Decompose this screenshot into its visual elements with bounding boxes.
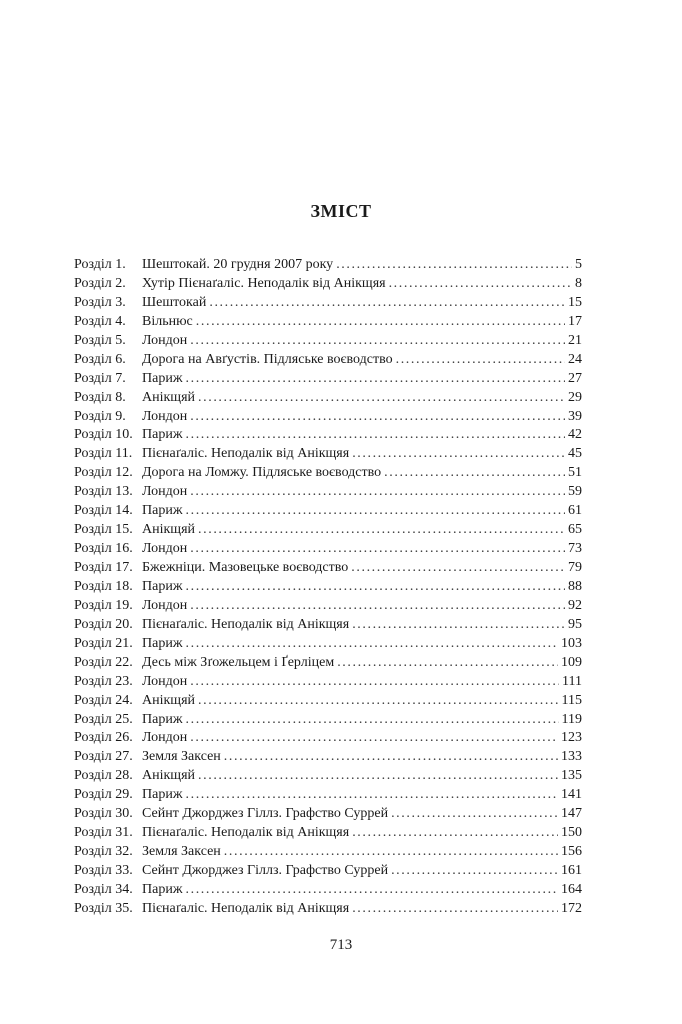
chapter-title: Париж	[142, 578, 183, 594]
chapter-label: Розділ 30.	[74, 806, 133, 822]
dot-leader	[337, 654, 558, 673]
chapter-label: Розділ 16.	[74, 541, 133, 557]
chapter-title: Париж	[142, 503, 183, 519]
chapter-label: Розділ 32.	[74, 844, 133, 860]
chapter-label: Розділ 5.	[74, 332, 126, 348]
toc-entry	[74, 540, 582, 559]
dot-leader	[198, 767, 558, 786]
dot-leader	[384, 464, 565, 483]
chapter-label: Розділ 17.	[74, 560, 133, 575]
chapter-label: Розділ 9.	[74, 408, 126, 424]
dot-leader	[352, 616, 565, 635]
chapter-label: Розділ 24.	[74, 692, 133, 708]
chapter-page-number: 8	[575, 275, 582, 291]
chapter-page-number: 51	[568, 465, 582, 481]
chapter-title: Анікщяй	[142, 768, 196, 784]
chapter-page-number: 65	[568, 522, 582, 538]
toc-entry	[74, 502, 582, 521]
dot-leader	[186, 502, 566, 521]
table-of-contents	[74, 256, 582, 919]
dot-leader	[186, 881, 559, 900]
chapter-label: Розділ 15.	[74, 522, 133, 538]
chapter-page-number: 109	[561, 654, 582, 670]
chapter-title: Земля Заксен	[142, 749, 221, 765]
chapter-title: Вільнюс	[142, 313, 193, 329]
toc-entry	[74, 559, 582, 578]
chapter-title: Париж	[142, 787, 183, 803]
chapter-page-number: 21	[568, 332, 582, 348]
chapter-label: Розділ 18.	[74, 578, 133, 594]
dot-leader	[336, 256, 572, 275]
toc-entry	[74, 275, 582, 294]
page-number: 713	[329, 937, 353, 953]
toc-entry	[74, 843, 582, 862]
chapter-label: Розділ 35.	[74, 900, 133, 916]
chapter-title: Лондон	[142, 597, 188, 613]
chapter-title: Париж	[142, 881, 183, 897]
chapter-label: Розділ 28.	[74, 768, 133, 784]
chapter-page-number: 39	[568, 408, 582, 424]
chapter-page-number: 17	[568, 313, 582, 329]
toc-entry	[74, 635, 582, 654]
chapter-title: Лондон	[142, 730, 188, 746]
dot-leader	[186, 711, 559, 730]
chapter-page-number: 29	[568, 389, 582, 405]
dot-leader	[351, 559, 565, 578]
toc-entry	[74, 294, 582, 313]
chapter-label: Розділ 3.	[74, 294, 126, 310]
dot-leader	[391, 805, 558, 824]
chapter-title: Бжежніци. Мазовецьке воєводство	[142, 560, 349, 575]
chapter-page-number: 59	[568, 484, 582, 500]
toc-entry	[74, 578, 582, 597]
toc-entry	[74, 445, 582, 464]
chapter-page-number: 103	[561, 635, 582, 651]
dot-leader	[209, 294, 565, 313]
toc-entry	[74, 332, 582, 351]
toc-entry	[74, 389, 582, 408]
chapter-title: Десь між Зґожельцем і Ґерліцем	[142, 654, 335, 670]
toc-entry	[74, 370, 582, 389]
chapter-page-number: 15	[568, 294, 582, 310]
page-title: ЗМІСТ	[310, 201, 372, 221]
toc-entry	[74, 408, 582, 427]
chapter-title: Лондон	[142, 332, 188, 348]
dot-leader	[198, 521, 565, 540]
chapter-title: Дорога на Ломжу. Підляське воєводство	[142, 465, 382, 481]
dot-leader	[190, 483, 565, 502]
chapter-label: Розділ 19.	[74, 597, 133, 613]
chapter-page-number: 27	[568, 370, 582, 386]
toc-entry	[74, 351, 582, 370]
toc-entry	[74, 729, 582, 748]
dot-leader	[198, 692, 559, 711]
dot-leader	[190, 408, 565, 427]
toc-entry	[74, 597, 582, 616]
chapter-label: Розділ 10.	[74, 427, 133, 443]
toc-entry	[74, 483, 582, 502]
dot-leader	[391, 862, 558, 881]
chapter-label: Розділ 1.	[74, 257, 126, 272]
toc-entry	[74, 900, 582, 919]
chapter-page-number: 79	[568, 560, 582, 575]
chapter-page-number: 133	[561, 749, 582, 765]
chapter-page-number: 141	[561, 787, 582, 803]
chapter-title: Дорога на Авґустів. Підляське воєводство	[142, 351, 393, 367]
toc-entry	[74, 805, 582, 824]
chapter-title: Пієнаґаліс. Неподалік від Анікщяя	[142, 825, 350, 841]
chapter-title: Лондон	[142, 484, 188, 500]
toc-entry	[74, 654, 582, 673]
chapter-title: Париж	[142, 427, 183, 443]
chapter-label: Розділ 25.	[74, 711, 133, 727]
chapter-title: Анікщяй	[142, 522, 196, 538]
chapter-page-number: 123	[561, 730, 582, 746]
dot-leader	[186, 635, 559, 654]
dot-leader	[190, 673, 559, 692]
chapter-page-number: 88	[568, 578, 582, 594]
chapter-title: Лондон	[142, 541, 188, 557]
dot-leader	[198, 389, 565, 408]
dot-leader	[186, 786, 559, 805]
chapter-title: Пієнаґаліс. Неподалік від Анікщяя	[142, 446, 350, 462]
dot-leader	[224, 843, 558, 862]
chapter-label: Розділ 7.	[74, 370, 126, 386]
toc-entry	[74, 616, 582, 635]
toc-entry	[74, 521, 582, 540]
dot-leader	[352, 445, 565, 464]
toc-entry	[74, 313, 582, 332]
chapter-label: Розділ 11.	[74, 446, 133, 462]
chapter-page-number: 73	[568, 541, 582, 557]
chapter-page-number: 156	[561, 844, 582, 860]
chapter-label: Розділ 12.	[74, 465, 133, 481]
chapter-title: Пієнаґаліс. Неподалік від Анікщяя	[142, 616, 350, 632]
toc-entry	[74, 786, 582, 805]
toc-entry	[74, 767, 582, 786]
chapter-title: Земля Заксен	[142, 844, 221, 860]
chapter-title: Анікщяй	[142, 692, 196, 708]
dot-leader	[196, 313, 565, 332]
toc-entry	[74, 256, 582, 275]
chapter-page-number: 45	[568, 446, 582, 462]
chapter-page-number: 161	[561, 863, 582, 878]
chapter-page-number: 24	[568, 351, 582, 367]
dot-leader	[352, 824, 558, 843]
chapter-label: Розділ 6.	[74, 351, 126, 367]
chapter-label: Розділ 14.	[74, 503, 133, 519]
dot-leader	[224, 748, 558, 767]
dot-leader	[396, 351, 565, 370]
chapter-title: Лондон	[142, 673, 188, 689]
toc-entry	[74, 692, 582, 711]
chapter-label: Розділ 13.	[74, 484, 133, 500]
toc-entry	[74, 824, 582, 843]
chapter-title: Шештокай. 20 грудня 2007 року	[142, 257, 334, 272]
chapter-label: Розділ 21.	[74, 635, 133, 651]
chapter-label: Розділ 22.	[74, 654, 133, 670]
chapter-label: Розділ 31.	[74, 825, 133, 841]
chapter-label: Розділ 33.	[74, 863, 133, 878]
dot-leader	[190, 597, 565, 616]
dot-leader	[190, 540, 565, 559]
chapter-title: Шештокай	[142, 294, 207, 310]
chapter-label: Розділ 27.	[74, 749, 133, 765]
toc-entry	[74, 464, 582, 483]
chapter-page-number: 135	[561, 768, 582, 784]
chapter-page-number: 61	[568, 503, 582, 519]
chapter-page-number: 147	[561, 806, 582, 822]
chapter-page-number: 111	[562, 673, 582, 689]
toc-entry	[74, 673, 582, 692]
chapter-title: Пієнаґаліс. Неподалік від Анікщяя	[142, 900, 350, 916]
chapter-page-number: 150	[561, 825, 582, 841]
chapter-label: Розділ 23.	[74, 673, 133, 689]
chapter-page-number: 164	[561, 881, 582, 897]
chapter-page-number: 5	[575, 257, 582, 272]
chapter-label: Розділ 34.	[74, 881, 133, 897]
dot-leader	[186, 426, 566, 445]
chapter-page-number: 92	[568, 597, 582, 613]
chapter-title: Хутір Пієнаґаліс. Неподалік від Анікщяя	[142, 275, 386, 291]
chapter-title: Сейнт Джорджез Гіллз. Графство Суррей	[142, 806, 389, 822]
dot-leader	[352, 900, 558, 919]
chapter-label: Розділ 20.	[74, 616, 133, 632]
chapter-title: Сейнт Джорджез Гіллз. Графство Суррей	[142, 863, 389, 878]
chapter-title: Анікщяй	[142, 389, 196, 405]
dot-leader	[186, 370, 566, 389]
chapter-page-number: 115	[561, 692, 582, 708]
chapter-page-number: 172	[561, 900, 582, 916]
dot-leader	[186, 578, 566, 597]
toc-entry	[74, 711, 582, 730]
toc-entry	[74, 426, 582, 445]
chapter-title: Париж	[142, 370, 183, 386]
chapter-page-number: 42	[568, 427, 582, 443]
chapter-label: Розділ 29.	[74, 787, 133, 803]
toc-entry	[74, 862, 582, 881]
chapter-page-number: 119	[561, 711, 582, 727]
toc-entry	[74, 748, 582, 767]
toc-entry	[74, 881, 582, 900]
chapter-label: Розділ 8.	[74, 389, 126, 405]
chapter-page-number: 95	[568, 616, 582, 632]
chapter-title: Париж	[142, 635, 183, 651]
chapter-title: Париж	[142, 711, 183, 727]
chapter-label: Розділ 2.	[74, 275, 126, 291]
chapter-title: Лондон	[142, 408, 188, 424]
chapter-label: Розділ 26.	[74, 730, 133, 746]
dot-leader	[389, 275, 572, 294]
dot-leader	[190, 729, 558, 748]
dot-leader	[190, 332, 565, 351]
chapter-label: Розділ 4.	[74, 313, 126, 329]
